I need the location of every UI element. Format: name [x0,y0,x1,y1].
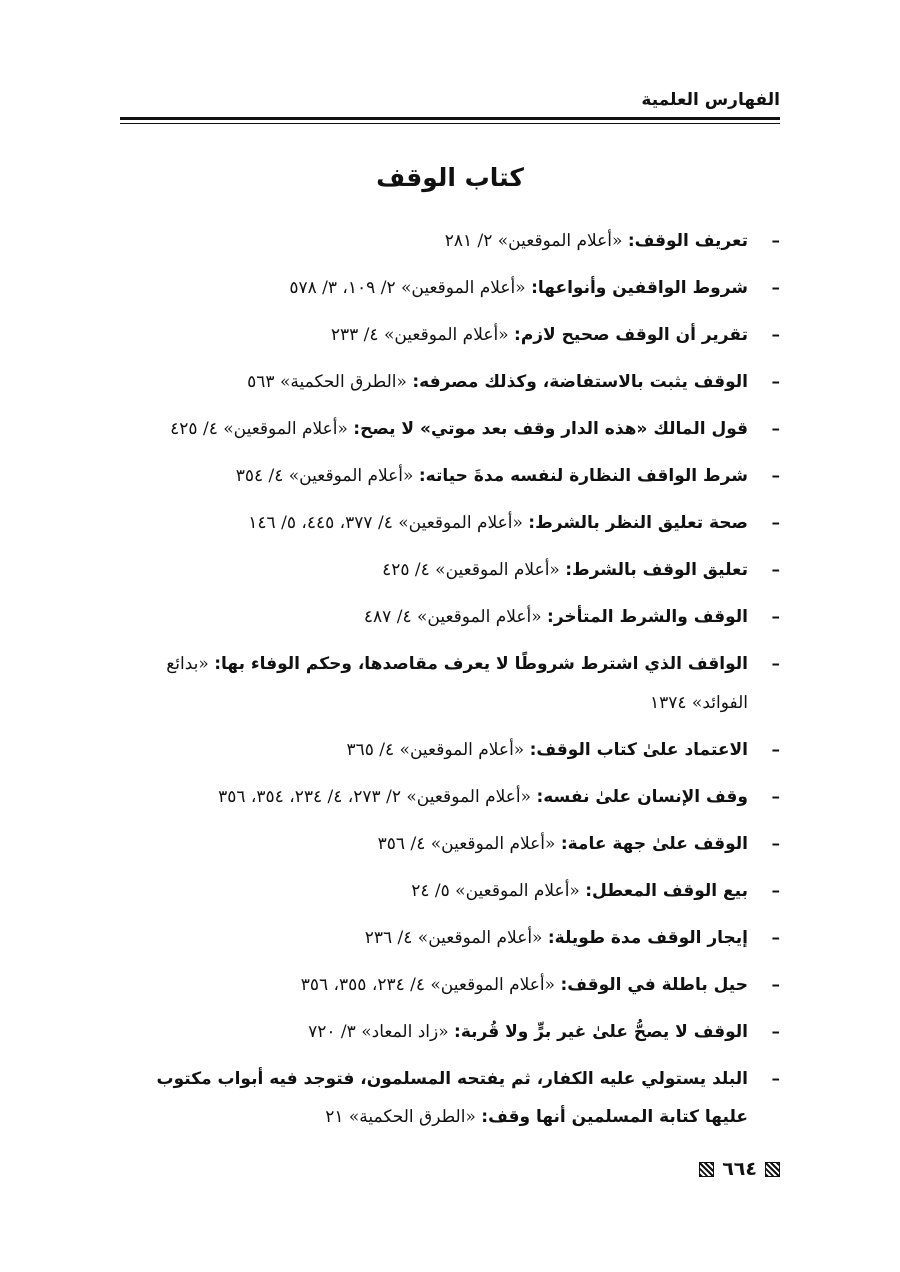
entry-subject: شرط الواقف النظارة لنفسه مدةَ حياته: [418,466,748,486]
index-entry [112,363,780,402]
entry-source: «أعلام الموقعين» ٤/ ٣٥٤ [235,466,414,486]
entry-source: «زاد المعاد» ٣/ ٧٢٠ [308,1021,449,1042]
entry-subject: إيجار الوقف مدة طويلة: [547,927,748,948]
entry-subject: قول المالك «هذه الدار وقف بعد موتي» لا يصح: [353,419,748,439]
page-number: ٦٦٤ [722,1158,757,1180]
index-entry [112,551,780,590]
entry-subject: الواقف الذي اشترط شروطًا لا يعرف مقاصدها، وحكم الوفاء بها: [214,654,748,674]
entry-source: «الطرق الحكمية» ٢١ [325,1107,476,1127]
entry-source: «أعلام الموقعين» ٥/ ٢٤ [411,880,580,901]
entry-source: «بدائع الفوائد» ١٣٧٤ [166,654,748,713]
index-entry [112,1060,780,1137]
index-entry [112,731,780,770]
dash-bullet: – [771,880,780,901]
entry-subject: الوقف لا يصحُّ علىٰ غير برٍّ ولا قُربة: [454,1021,748,1042]
dash-bullet: – [771,372,780,392]
header-rule [120,117,780,120]
index-entry [112,872,780,911]
index-entry [112,966,780,1005]
entry-subject: حيل باطلة في الوقف: [560,974,748,995]
entry-source: «أعلام الموقعين» ٢/ ٢٧٣، ٤/ ٢٣٤، ٣٥٤، ٣٥٦ [218,786,532,807]
index-entry [112,269,780,308]
dash-bullet: – [771,1021,780,1042]
index-entry [112,1013,780,1052]
entry-source: «أعلام الموقعين» ٤/ ٢٣٤، ٣٥٥، ٣٥٦ [300,974,556,995]
entry-source: «أعلام الموقعين» ٤/ ٣٦٥ [346,739,525,760]
dash-bullet: – [771,419,780,439]
entry-source: «الطرق الحكمية» ٥٦٣ [247,372,407,392]
dash-bullet: – [771,833,780,854]
index-entry [112,778,780,817]
running-header: الفهارس العلمية [641,90,780,110]
index-entry [112,825,780,864]
entry-subject: تعليق الوقف بالشرط: [565,560,748,580]
index-entry [112,504,780,543]
entry-source: «أعلام الموقعين» ٤/ ٢٣٦ [364,927,543,948]
index-entry [112,457,780,496]
entry-source: «أعلام الموقعين» ٤/ ٤٨٧ [363,607,542,627]
entry-subject: تقرير أن الوقف صحيح لازم: [514,325,748,345]
entry-source: «أعلام الموقعين» ٢/ ٢٨١ [444,231,623,251]
entry-source: «أعلام الموقعين» ٤/ ٤٢٥ [382,560,560,580]
page-footer [699,1156,780,1182]
header-rule-thin [120,123,780,124]
dash-bullet: – [771,607,780,627]
dash-bullet: – [771,786,780,807]
entry-source: «أعلام الموقعين» ٤/ ٢٣٣ [330,325,509,345]
entry-subject: الوقف يثبت بالاستفاضة، وكذلك مصرفه: [412,372,748,392]
entry-subject: وقف الإنسان علىٰ نفسه: [536,786,748,807]
entry-subject: تعريف الوقف: [627,231,748,251]
index-entry [112,645,780,722]
ornament-icon [765,1162,780,1177]
index-entry [112,919,780,958]
dash-bullet: – [771,466,780,486]
index-entry [112,410,780,449]
index-entry [112,598,780,637]
entry-subject: شروط الواقفين وأنواعها: [531,278,748,298]
entry-subject: البلد يستولي عليه الكفار، ثم يفتحه المسلمون، فتوجد فيه أبواب مكتوب عليها كتابة المسلمين أنها وقف: [156,1068,748,1127]
dash-bullet: – [771,1068,780,1089]
dash-bullet: – [771,325,780,345]
entry-source: «أعلام الموقعين» ٤/ ٣٧٧، ٤٤٥، ٥/ ١٤٦ [248,513,523,533]
entry-subject: الوقف والشرط المتأخر: [547,607,748,627]
dash-bullet: – [771,974,780,995]
chapter-title: كتاب الوقف [376,163,524,192]
index-entries [112,222,780,1145]
entry-source: «أعلام الموقعين» ٤/ ٣٥٦ [377,833,556,854]
entry-subject: صحة تعليق النظر بالشرط: [528,513,748,533]
index-entry [112,316,780,355]
dash-bullet: – [771,278,780,298]
entry-subject: الوقف علىٰ جهة عامة: [560,833,748,854]
dash-bullet: – [771,654,780,674]
dash-bullet: – [771,513,780,533]
ornament-icon [699,1162,714,1177]
entry-subject: بيع الوقف المعطل: [585,880,748,901]
entry-subject: الاعتماد علىٰ كتاب الوقف: [529,739,748,760]
entry-source: «أعلام الموقعين» ٤/ ٤٢٥ [170,419,348,439]
entry-source: «أعلام الموقعين» ٢/ ١٠٩، ٣/ ٥٧٨ [289,278,526,298]
dash-bullet: – [771,560,780,580]
index-entry [112,222,780,261]
dash-bullet: – [771,231,780,251]
dash-bullet: – [771,739,780,760]
dash-bullet: – [771,927,780,948]
